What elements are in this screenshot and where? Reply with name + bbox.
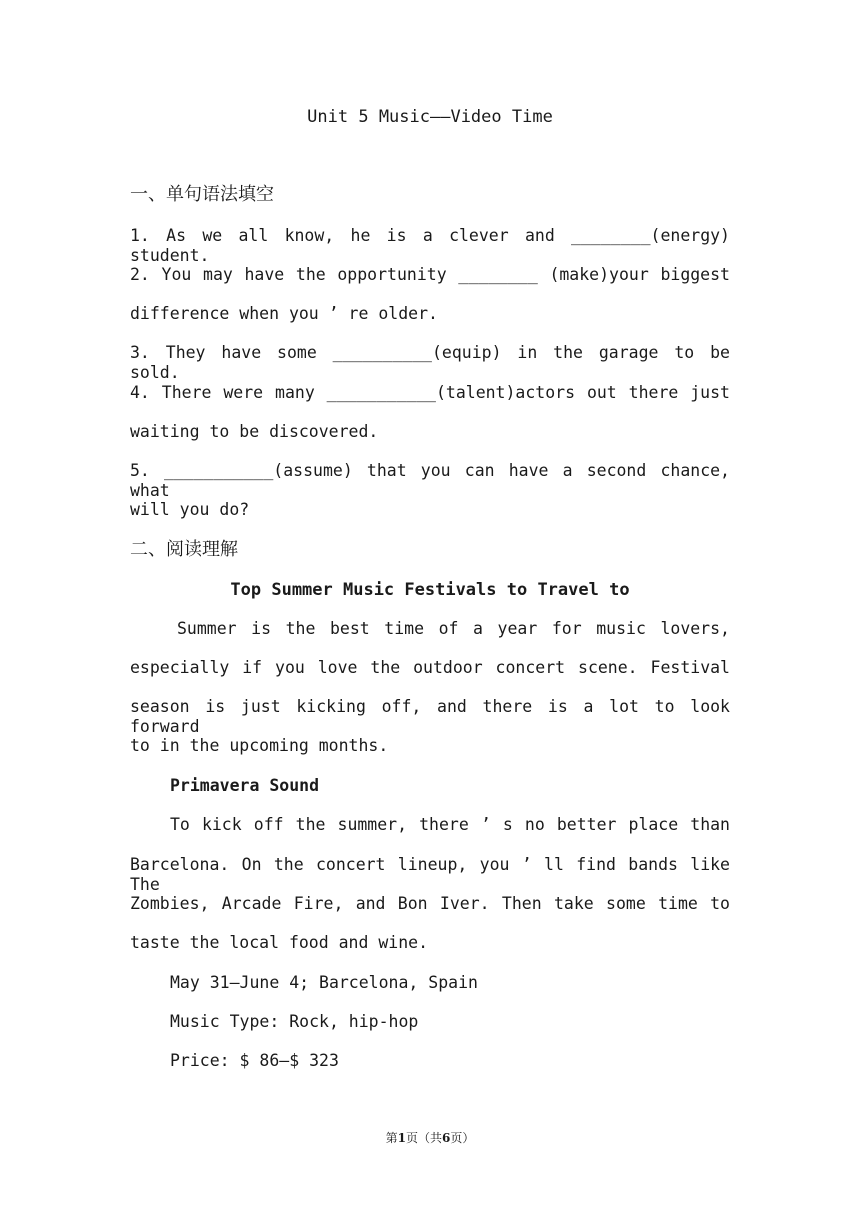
paragraph-line: Summer is the best time of a year for music lovers, (177, 619, 730, 638)
festival-date-location: May 31—June 4; Barcelona, Spain (170, 973, 478, 992)
footer-page-number: 1 (397, 1131, 406, 1145)
paragraph-line: Barcelona. On the concert lineup, you ’ ll find bands like The (130, 855, 730, 894)
footer-prefix: 第 (385, 1131, 398, 1145)
paragraph-line: season is just kicking off, and there is a lot to look forward (130, 697, 730, 736)
paragraph-line: especially if you love the outdoor concert scene. Festival (130, 658, 730, 677)
question-line: will you do? (130, 500, 250, 519)
question-line: 3. They have some __________(equip) in the garage to be sold. (130, 343, 730, 382)
question-line: 1. As we all know, he is a clever and ________(energy) student. (130, 226, 730, 265)
paragraph-line: taste the local food and wine. (130, 933, 429, 952)
paragraph-line: to in the upcoming months. (130, 736, 389, 755)
question-line: 5. ___________(assume) that you can have a second chance, what (130, 461, 730, 500)
section-heading-grammar: 一、单句语法填空 (130, 184, 274, 205)
footer-total-pages: 6 (442, 1131, 451, 1145)
festival-music-type: Music Type: Rock, hip-hop (170, 1012, 419, 1031)
paragraph-line: To kick off the summer, there ’ s no better place than (170, 815, 730, 834)
footer-middle: 页（共 (405, 1131, 442, 1145)
section-heading-reading: 二、阅读理解 (130, 539, 238, 560)
page-footer (0, 1130, 860, 1146)
footer-suffix: 页） (450, 1131, 475, 1145)
festival-name: Primavera Sound (170, 776, 320, 795)
question-line: 2. You may have the opportunity ________ (make)your biggest (130, 265, 730, 284)
document-title: Unit 5 Music——Video Time (307, 107, 553, 127)
article-title: Top Summer Music Festivals to Travel to (230, 580, 630, 600)
festival-price: Price: $ 86—$ 323 (170, 1051, 339, 1070)
question-line: 4. There were many ___________(talent)actors out there just (130, 383, 730, 402)
paragraph-line: Zombies, Arcade Fire, and Bon Iver. Then take some time to (130, 894, 730, 913)
question-line: difference when you ’ re older. (130, 304, 438, 323)
question-line: waiting to be discovered. (130, 422, 379, 441)
